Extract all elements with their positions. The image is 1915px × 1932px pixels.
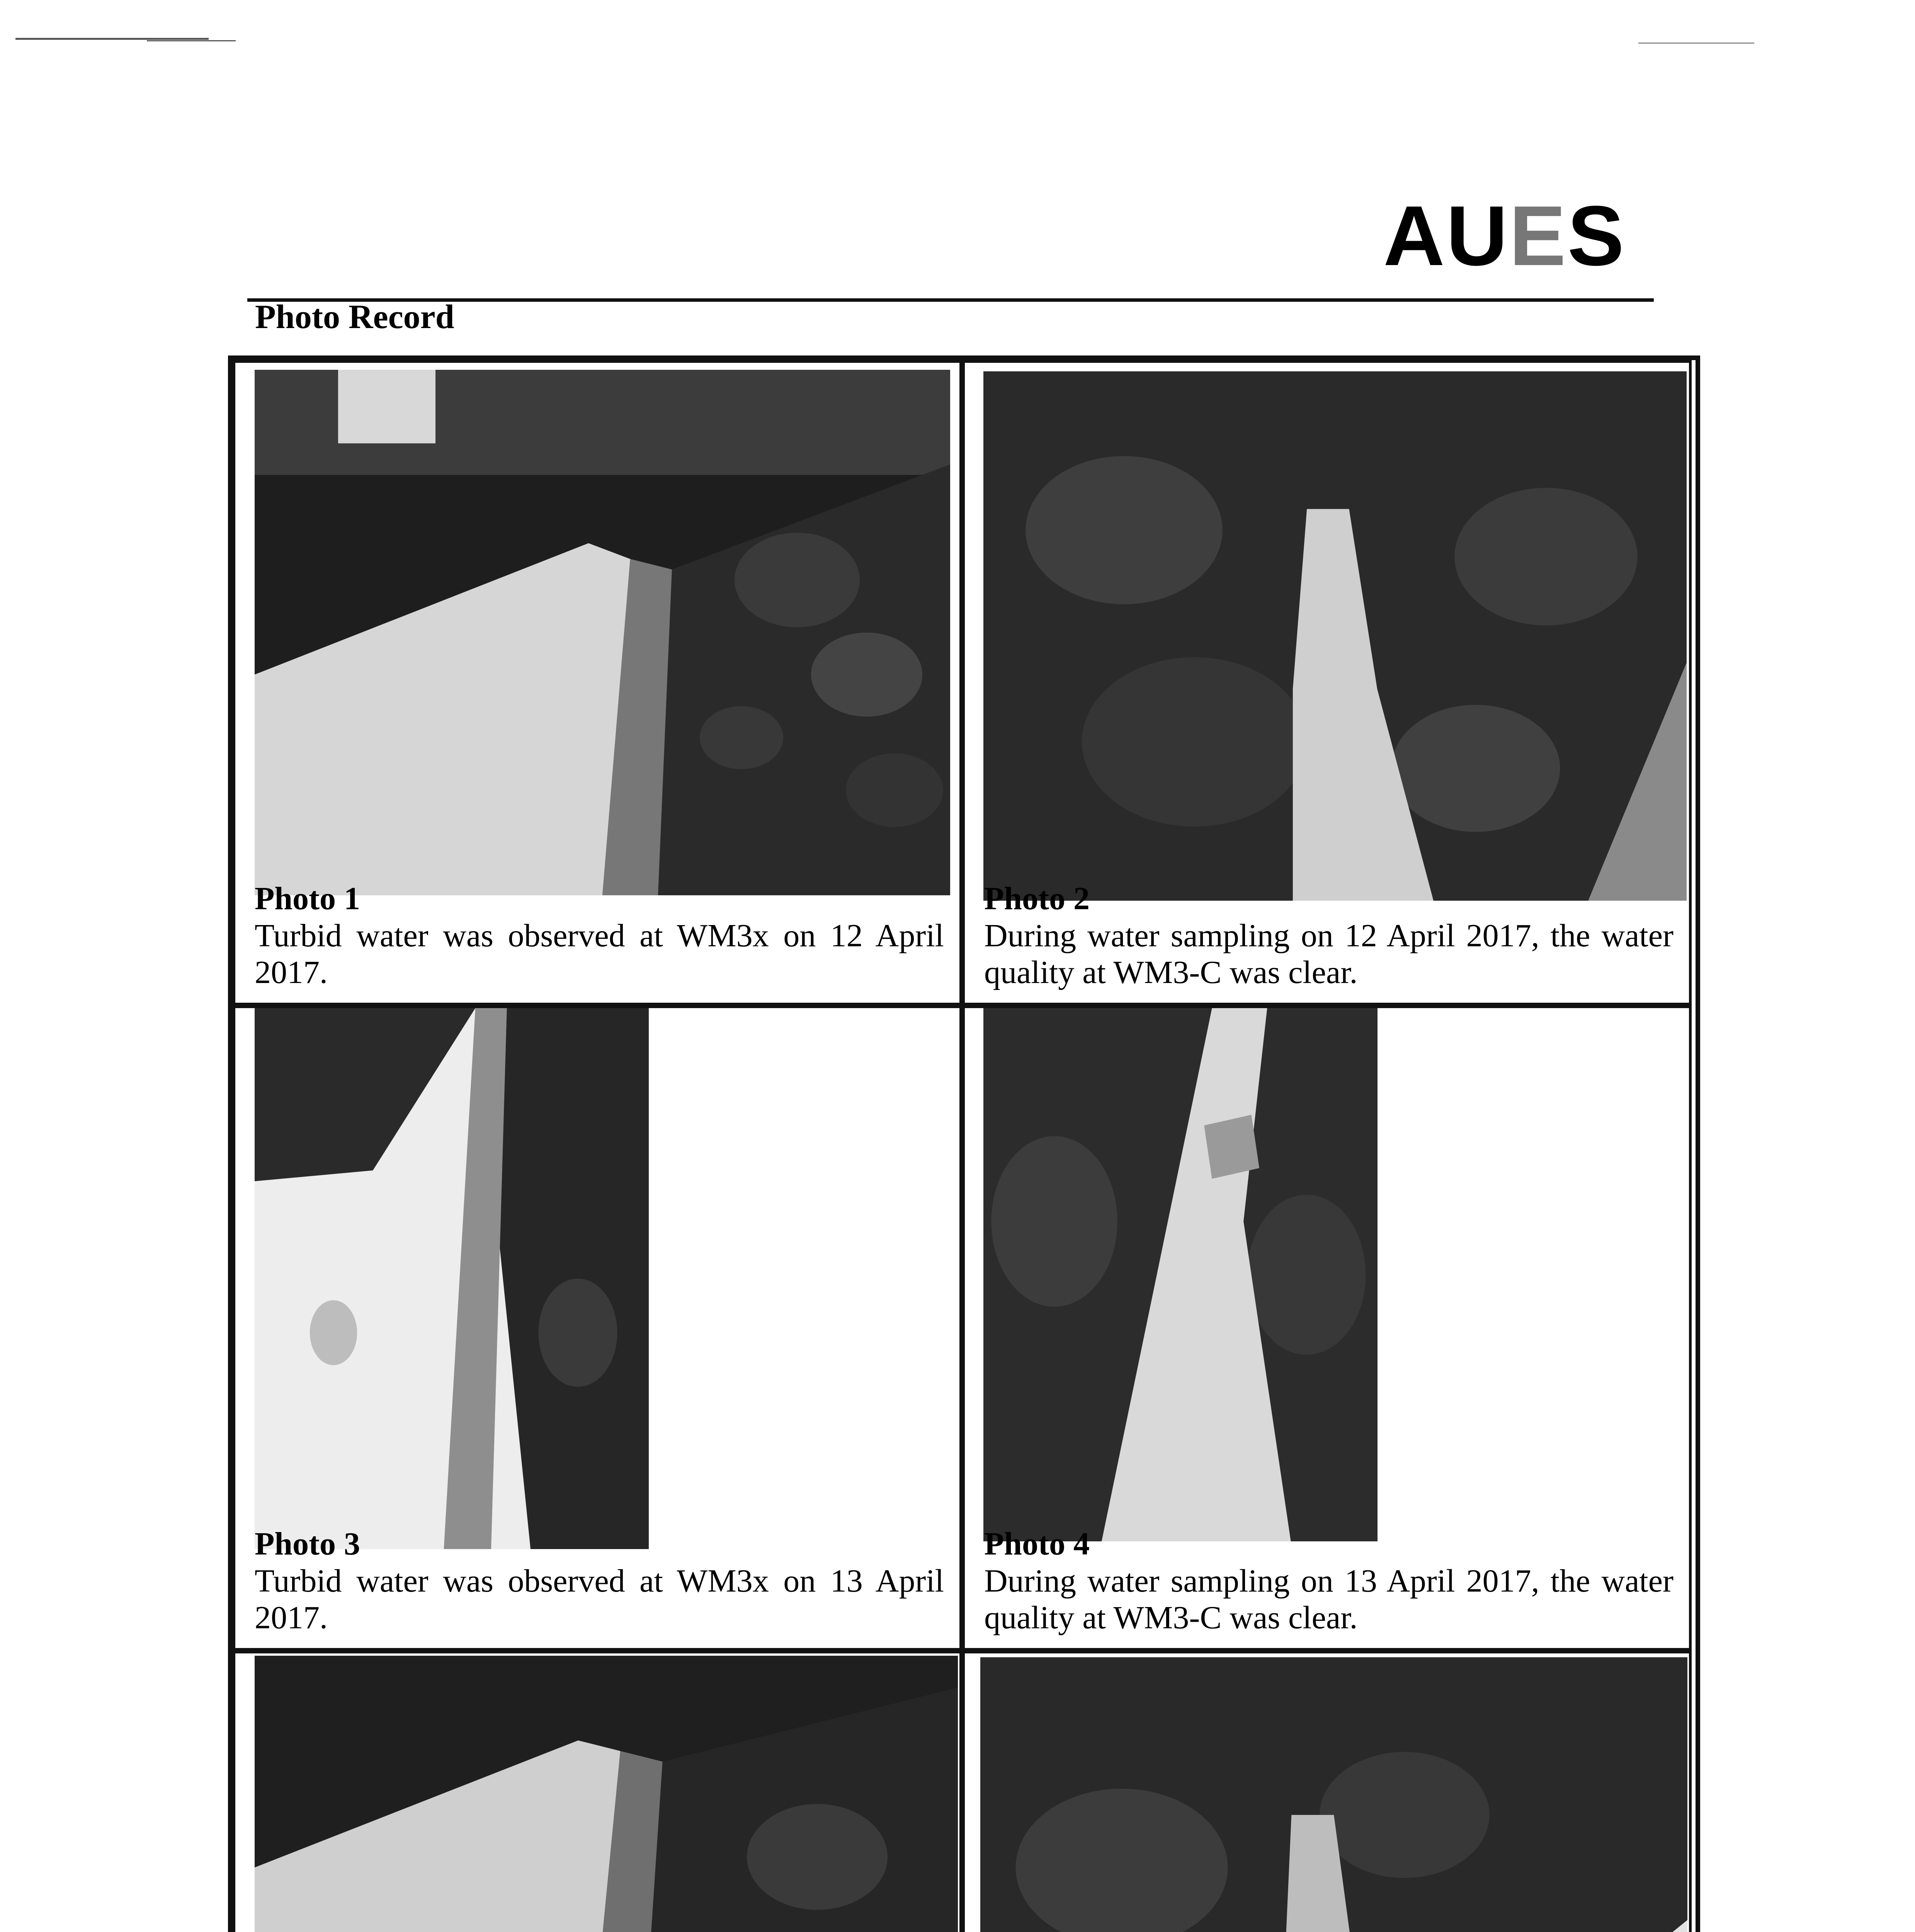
photo-image-1 <box>255 370 950 895</box>
photo-caption-2 <box>984 880 1673 991</box>
photo-title: Photo 4 <box>984 1526 1090 1562</box>
photo-image-5 <box>255 1656 958 1932</box>
photo-image-4 <box>983 1008 1378 1541</box>
photo-cell-6 <box>962 1651 1692 1932</box>
photo-cell-2 <box>962 360 1692 1005</box>
header-rule <box>247 298 1654 302</box>
page-title: Photo Record <box>255 298 454 336</box>
photo-cell-3 <box>233 1005 962 1651</box>
photo-description: During water sampling on 13 April 2017, the water quality at WM3-C was clear. <box>984 1563 1673 1636</box>
scan-artifact <box>1638 43 1754 44</box>
photo-caption-4 <box>984 1526 1673 1636</box>
photo-image-6 <box>980 1657 1687 1932</box>
photo-title: Photo 3 <box>255 1526 360 1562</box>
photo-description: Turbid water was observed at WM3x on 13 April 2017. <box>255 1563 944 1636</box>
photo-description: Turbid water was observed at WM3x on 12 April 2017. <box>255 917 944 991</box>
photo-cell-5 <box>233 1651 962 1932</box>
photo-cell-4 <box>962 1005 1692 1651</box>
scan-artifact <box>15 38 209 40</box>
photo-caption-1 <box>255 880 944 991</box>
photo-grid <box>228 355 1700 1932</box>
company-logo: AUES <box>1383 188 1626 283</box>
photo-caption-3 <box>255 1526 944 1636</box>
photo-image-2 <box>983 371 1687 901</box>
photo-description: During water sampling on 12 April 2017, the water quality at WM3-C was clear. <box>984 917 1673 991</box>
photo-image-3 <box>255 1008 649 1549</box>
photo-cell-1 <box>233 360 962 1005</box>
photo-title: Photo 1 <box>255 880 360 917</box>
photo-title: Photo 2 <box>984 880 1090 917</box>
scan-artifact <box>147 40 236 41</box>
